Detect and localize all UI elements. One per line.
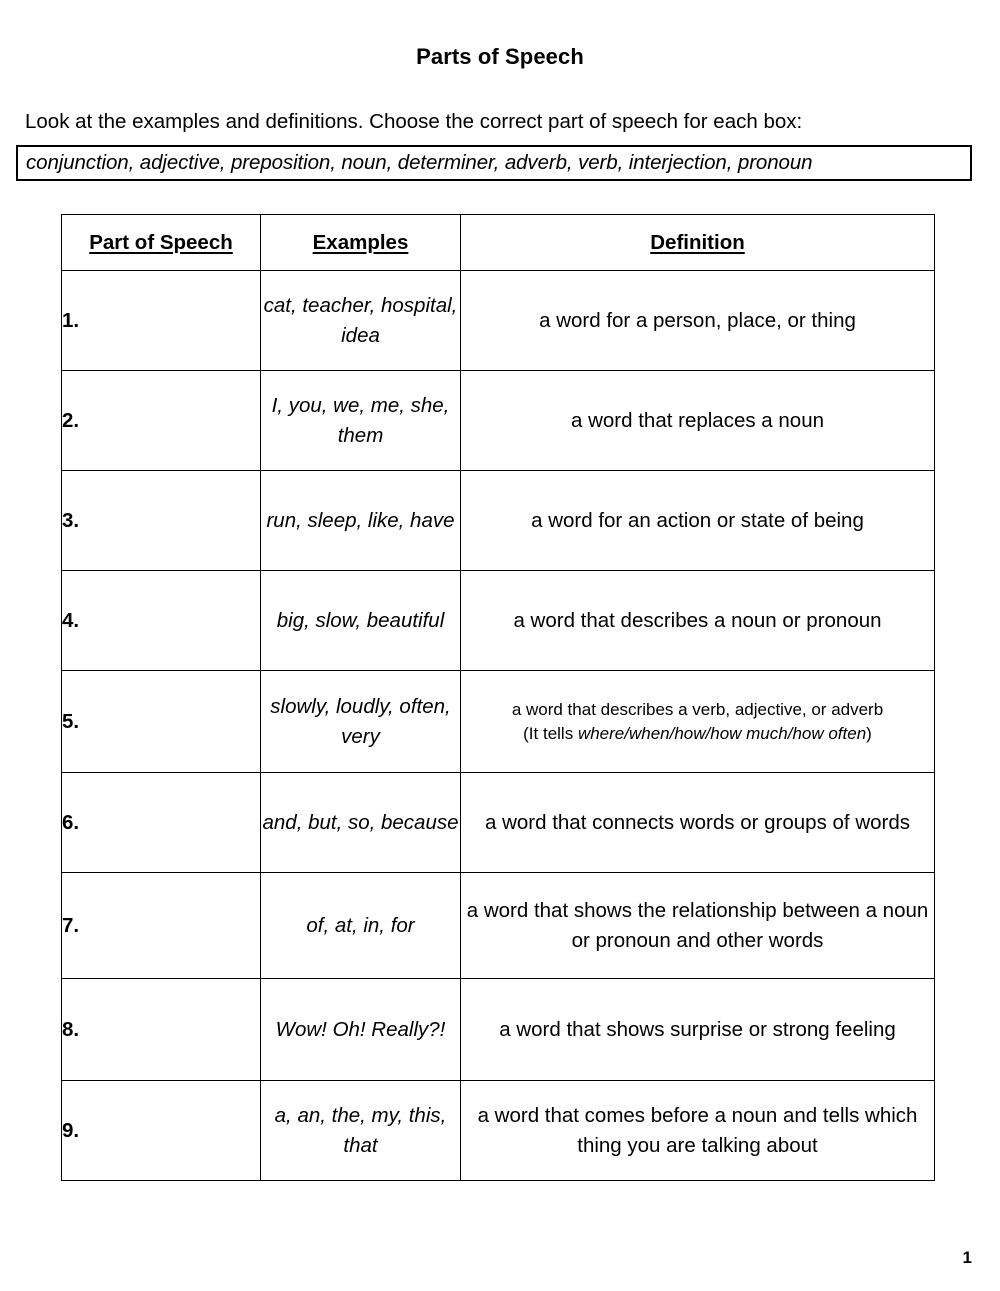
table-row bbox=[62, 1081, 935, 1181]
examples-cell-3 bbox=[261, 471, 461, 571]
answer-cell-4[interactable] bbox=[62, 571, 261, 671]
definition-text-8: a word that shows surprise or strong feeling bbox=[499, 1017, 896, 1041]
definition-cell-4 bbox=[461, 571, 935, 671]
examples-text-2: I, you, we, me, she, them bbox=[271, 394, 450, 447]
table-row bbox=[62, 873, 935, 979]
definition-cell-5 bbox=[461, 671, 935, 773]
header-part-of-speech bbox=[62, 215, 261, 271]
table-row bbox=[62, 979, 935, 1081]
examples-text-1: cat, teacher, hospital, idea bbox=[263, 294, 458, 347]
examples-cell-7 bbox=[261, 873, 461, 979]
definition-note-suffix-5: ) bbox=[866, 723, 872, 743]
row-number-8: 8. bbox=[62, 1017, 80, 1041]
answer-cell-2[interactable] bbox=[62, 371, 261, 471]
examples-cell-8 bbox=[261, 979, 461, 1081]
definition-cell-8 bbox=[461, 979, 935, 1081]
parts-of-speech-table bbox=[61, 214, 935, 1181]
definition-text-7: a word that shows the relationship between a noun or pronoun and other words bbox=[466, 899, 929, 952]
definition-cell-1 bbox=[461, 271, 935, 371]
examples-cell-1 bbox=[261, 271, 461, 371]
definition-cell-9 bbox=[461, 1081, 935, 1181]
definition-text-5 bbox=[461, 698, 934, 745]
table-row bbox=[62, 571, 935, 671]
definition-cell-6 bbox=[461, 773, 935, 873]
examples-cell-5 bbox=[261, 671, 461, 773]
definition-text-2: a word that replaces a noun bbox=[571, 408, 824, 432]
examples-cell-6 bbox=[261, 773, 461, 873]
definition-cell-7 bbox=[461, 873, 935, 979]
row-number-4: 4. bbox=[62, 608, 80, 632]
definition-cell-3 bbox=[461, 471, 935, 571]
row-number-5: 5. bbox=[62, 709, 80, 733]
table-row bbox=[62, 371, 935, 471]
page-number: 1 bbox=[962, 1248, 972, 1267]
word-bank-text: conjunction, adjective, preposition, noun, determiner, adverb, verb, interjection, pronoun bbox=[26, 151, 813, 174]
definition-text-9: a word that comes before a noun and tells which thing you are talking about bbox=[477, 1104, 918, 1157]
examples-text-7: of, at, in, for bbox=[306, 913, 415, 937]
table-row bbox=[62, 773, 935, 873]
row-number-9: 9. bbox=[62, 1118, 80, 1142]
header-definition-label: Definition bbox=[650, 230, 745, 254]
header-examples bbox=[261, 215, 461, 271]
examples-text-6: and, but, so, because bbox=[262, 810, 459, 834]
row-number-7: 7. bbox=[62, 913, 80, 937]
examples-cell-4 bbox=[261, 571, 461, 671]
answer-cell-8[interactable] bbox=[62, 979, 261, 1081]
header-examples-label: Examples bbox=[312, 230, 409, 254]
definition-main-5: a word that describes a verb, adjective, or adverb bbox=[511, 700, 884, 720]
instruction-text: Look at the examples and definitions. Choose the correct part of speech for each box: bbox=[25, 110, 803, 133]
definition-text-1: a word for a person, place, or thing bbox=[539, 308, 856, 332]
answer-cell-6[interactable] bbox=[62, 773, 261, 873]
definition-text-6: a word that connects words or groups of words bbox=[484, 810, 910, 834]
word-bank-box bbox=[16, 145, 972, 181]
header-part-of-speech-label: Part of Speech bbox=[89, 230, 233, 254]
definition-text-4: a word that describes a noun or pronoun bbox=[513, 608, 882, 632]
row-number-2: 2. bbox=[62, 408, 80, 432]
definition-cell-2 bbox=[461, 371, 935, 471]
row-number-3: 3. bbox=[62, 508, 80, 532]
examples-text-9: a, an, the, my, this, that bbox=[274, 1104, 447, 1157]
table-header-row bbox=[62, 215, 935, 271]
table-row bbox=[62, 471, 935, 571]
row-number-1: 1. bbox=[62, 308, 80, 332]
examples-cell-9 bbox=[261, 1081, 461, 1181]
answer-cell-3[interactable] bbox=[62, 471, 261, 571]
row-number-6: 6. bbox=[62, 810, 80, 834]
table-row bbox=[62, 671, 935, 773]
definition-note-italic-5: where/when/how/how much/how often bbox=[577, 723, 867, 743]
answer-cell-1[interactable] bbox=[62, 271, 261, 371]
examples-text-8: Wow! Oh! Really?! bbox=[275, 1017, 446, 1041]
examples-text-5: slowly, loudly, often, very bbox=[270, 695, 451, 748]
definition-text-3: a word for an action or state of being bbox=[531, 508, 864, 532]
definition-note-prefix-5: (It tells bbox=[523, 723, 578, 743]
examples-cell-2 bbox=[261, 371, 461, 471]
header-definition bbox=[461, 215, 935, 271]
answer-cell-7[interactable] bbox=[62, 873, 261, 979]
table-row bbox=[62, 271, 935, 371]
answer-cell-5[interactable] bbox=[62, 671, 261, 773]
page-title: Parts of Speech bbox=[416, 44, 584, 69]
examples-text-3: run, sleep, like, have bbox=[266, 508, 455, 532]
answer-cell-9[interactable] bbox=[62, 1081, 261, 1181]
examples-text-4: big, slow, beautiful bbox=[276, 608, 445, 632]
